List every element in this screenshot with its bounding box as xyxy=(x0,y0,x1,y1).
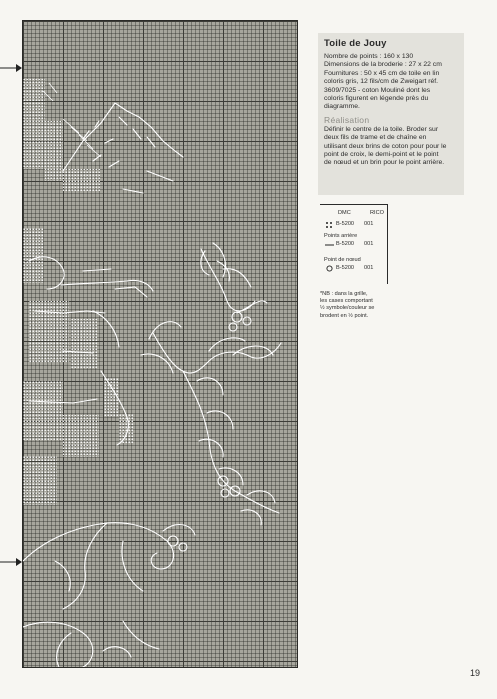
legend-dmc-code: B-5200 xyxy=(336,241,355,247)
note-line: ½ symbole/couleur se xyxy=(320,305,375,312)
legend-row-cross xyxy=(324,221,386,229)
scroll-bottom xyxy=(23,523,174,667)
panel-title: Toile de Jouy xyxy=(324,38,387,49)
spec-line: Dimensions de la broderie : 27 x 22 cm xyxy=(324,61,442,69)
realisation-text xyxy=(324,126,458,168)
realisation-line: de nœud et un brin pour le point arrière. xyxy=(324,159,445,167)
realisation-title: Réalisation xyxy=(324,114,370,125)
vine-middle xyxy=(153,333,281,513)
color-legend xyxy=(320,204,388,284)
realisation-line: deux fils de trame et de chaîne en xyxy=(324,134,427,142)
circle-icon xyxy=(324,265,334,272)
line-icon xyxy=(324,243,334,247)
spec-line: 3609/7025 - coton Mouliné dont les xyxy=(324,86,431,94)
legend-dmc-code: B-5200 xyxy=(336,265,355,271)
legend-rico-code: 001 xyxy=(364,265,374,271)
bottom-arrow-icon xyxy=(0,557,22,567)
realisation-line: point de croix, le demi-point et le point xyxy=(324,151,439,159)
cross-stitch-chart xyxy=(22,20,298,668)
realisation-line: Définir le centre de la toile. Broder sur xyxy=(324,125,439,133)
footnote xyxy=(320,291,392,320)
legend-rico-code: 001 xyxy=(364,241,374,247)
legend-row-backstitch xyxy=(324,241,386,248)
note-line: *NB : dans la grille, xyxy=(320,291,368,297)
spec-line: Fournitures : 50 x 45 cm de toile en lin xyxy=(324,69,440,77)
spec-line: coloris gris, 12 fils/cm de Zweigart réf. xyxy=(324,78,439,86)
note-line: les cases comportant xyxy=(320,298,373,305)
spec-line: diagramme. xyxy=(324,103,360,111)
legend-backstitch-label: Points arrière xyxy=(324,233,358,239)
flower-sprig-top xyxy=(201,243,267,313)
page-number: 19 xyxy=(470,668,481,678)
top-arrow-icon xyxy=(0,63,22,73)
legend-col-dmc: DMC xyxy=(338,210,351,216)
spec-line: Nombre de points : 160 x 130 xyxy=(324,53,414,60)
specs-text xyxy=(324,53,458,112)
stitch-block xyxy=(23,79,45,169)
pattern-motifs xyxy=(23,21,298,668)
cross-dots-icon xyxy=(324,221,334,229)
note-line: brodent en ½ point. xyxy=(320,312,369,319)
legend-dmc-code: B-5200 xyxy=(336,221,355,228)
legend-header xyxy=(338,210,384,217)
realisation-line: utilisant deux brins de coton pour pour le xyxy=(324,142,447,150)
legend-knot-label: Point de nœud xyxy=(324,257,361,263)
legend-rico-code: 001 xyxy=(364,221,374,228)
legend-row-knot xyxy=(324,265,386,272)
spec-line: coloris figurent en légende près du xyxy=(324,95,429,103)
info-panel xyxy=(318,33,464,195)
legend-col-rico: RICO xyxy=(370,210,384,216)
